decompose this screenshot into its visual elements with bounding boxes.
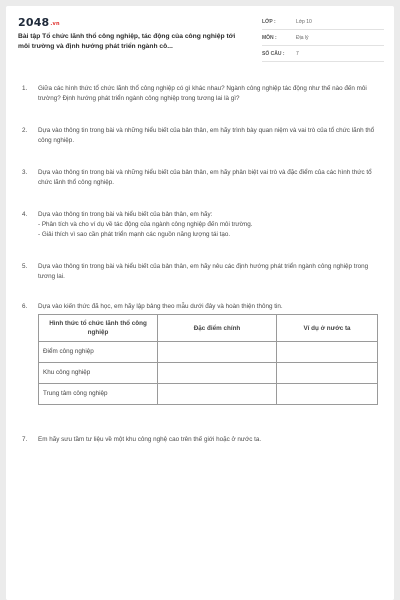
logo-suffix: .vn [50, 21, 60, 27]
question-text: Em hãy sưu tầm tư liệu về một khu công nghệ cao trên thế giới hoặc ở nước ta. [38, 436, 262, 443]
question-number: 6. [22, 303, 28, 310]
question-1 [22, 84, 378, 104]
table-header-form: Hình thức tổ chức lãnh thổ công nghiệp [39, 315, 158, 342]
meta-label-class: LỚP : [262, 19, 276, 25]
question-4 [22, 210, 378, 240]
table-row [39, 363, 378, 384]
question-number: 1. [22, 85, 28, 92]
question-3 [22, 168, 378, 188]
site-logo[interactable] [18, 16, 60, 29]
question-5 [22, 262, 378, 282]
worksheet-header [18, 16, 386, 68]
question-text: Giữa các hình thức tổ chức lãnh thổ công nghiệp có gì khác nhau? Ngành công nghiệp tác động như thế nào đến môi trường? Định hướng phát triển ngành công nghiệp trong tương lai là gì? [38, 85, 367, 102]
table-cell-features[interactable] [158, 342, 277, 363]
question-number: 3. [22, 169, 28, 176]
question-text: Dựa vào kiến thức đã học, em hãy lập bảng theo mẫu dưới đây và hoàn thiện thông tin. [38, 303, 283, 310]
question-number: 5. [22, 263, 28, 270]
document-title: Bài tập Tổ chức lãnh thổ công nghiệp, tác động của công nghiệp tới môi trường và định hướng phát triển ngành cô... [18, 33, 236, 50]
question-number: 7. [22, 436, 28, 443]
table-cell-examples[interactable] [277, 342, 378, 363]
question-text: Dựa vào thông tin trong bài và hiểu biết của bản thân, em hãy nêu các định hướng phát triển ngành công nghiệp trong tương lai. [38, 263, 369, 280]
table-row [39, 384, 378, 405]
table-header-features: Đặc điểm chính [158, 315, 277, 342]
question-list [22, 84, 378, 445]
question-6 [22, 302, 378, 405]
table-row [39, 342, 378, 363]
table-cell-form: Trung tâm công nghiệp [39, 384, 158, 405]
meta-value-class: Lớp 10 [296, 19, 312, 25]
meta-value-question-count: 7 [296, 51, 299, 57]
question-2 [22, 126, 378, 146]
table-cell-form: Khu công nghiệp [39, 363, 158, 384]
question-text: Dựa vào thông tin trong bài và những hiểu biết của bản thân, em hãy trình bày quan niệm và vai trò của tổ chức lãnh thổ công nghiệp. [38, 127, 375, 144]
meta-row-subject [262, 32, 384, 46]
question-number: 4. [22, 211, 28, 218]
worksheet-page [6, 6, 394, 600]
meta-value-subject: Địa lý [296, 35, 309, 41]
table-cell-examples[interactable] [277, 384, 378, 405]
table-cell-features[interactable] [158, 384, 277, 405]
meta-row-class [262, 16, 384, 30]
table-cell-form: Điểm công nghiệp [39, 342, 158, 363]
table-cell-examples[interactable] [277, 363, 378, 384]
meta-label-subject: MÔN : [262, 35, 277, 41]
question-subitem: - Giải thích vì sao cần phát triển mạnh các nguồn năng lượng tái tạo. [38, 231, 231, 238]
table-cell-features[interactable] [158, 363, 277, 384]
question-number: 2. [22, 127, 28, 134]
question-7 [22, 435, 378, 445]
question-text: Dựa vào thông tin trong bài và hiểu biết của bản thân, em hãy: [38, 211, 213, 218]
meta-label-question-count: SỐ CÂU : [262, 51, 285, 57]
question-subitem: - Phân tích và cho ví dụ về tác động của ngành công nghiệp đến môi trường. [38, 221, 253, 228]
logo-text: 2048 [18, 16, 50, 29]
meta-row-question-count [262, 48, 384, 62]
answer-table [38, 314, 378, 405]
metadata-panel [262, 16, 384, 64]
table-header-row [39, 315, 378, 342]
question-text: Dựa vào thông tin trong bài và những hiểu biết của bản thân, em hãy phân biệt vai trò và đặc điểm của các hình thức tổ chức lãnh thổ công nghiệp. [38, 169, 372, 186]
table-header-examples: Ví dụ ở nước ta [277, 315, 378, 342]
